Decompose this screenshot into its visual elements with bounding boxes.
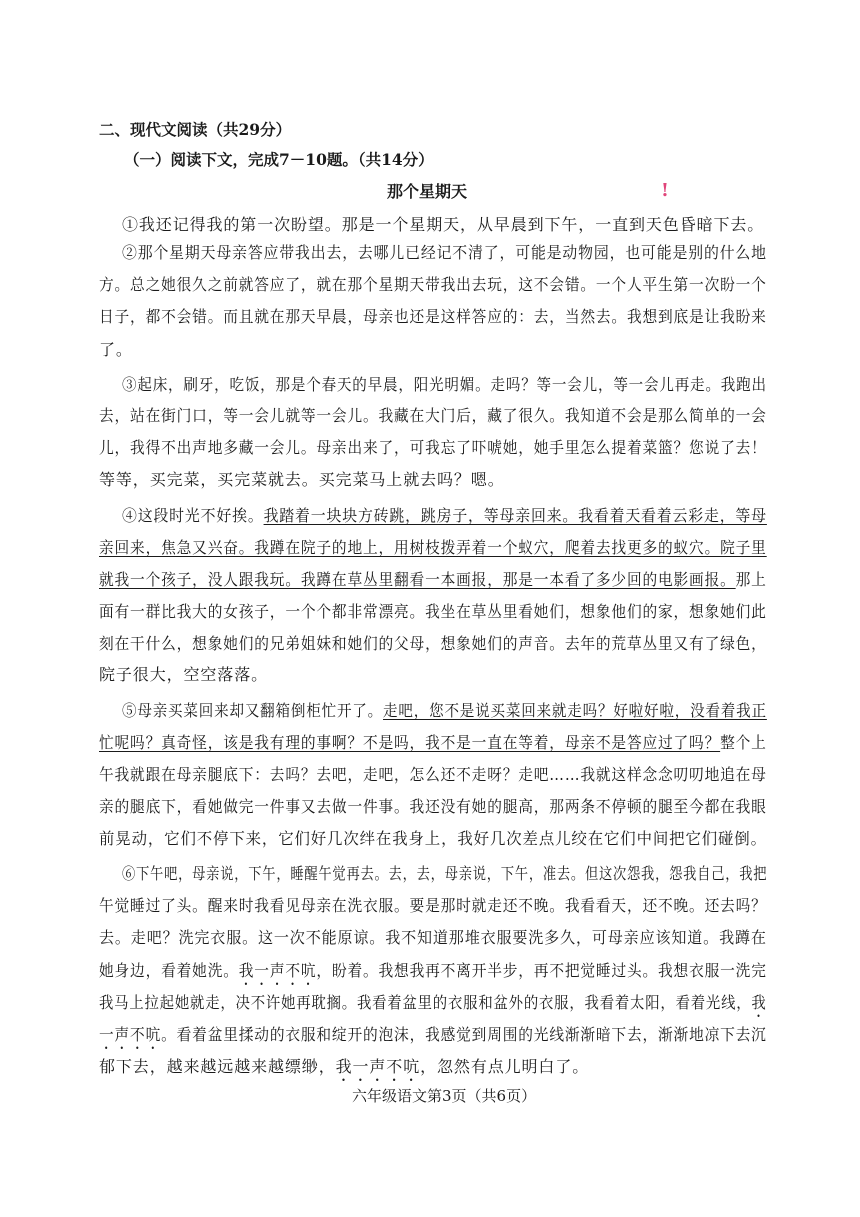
text-line [99,1022,767,1053]
page-footer: 六年级语文第3页（共6页） [352,1087,537,1105]
article-title: 那个星期天 [387,182,468,201]
text-segment: ②那个星期天母亲答应带我出去，去哪儿已经记不清了，可能是动物园，也可能是别的什么地 [122,243,767,262]
text-line [99,403,767,426]
text-segment: 方。总之她很久之前就答应了，就在那个星期天带我出去玩，这不会错。一个人平生第一次盼一个 [99,275,767,294]
text-segment: 那上 [735,570,767,589]
text-segment: 面有一群比我大的女孩子，一个个都非常漂亮。我坐在草丛里看她们，想象他们的家，想象她们此 [99,602,767,621]
text-segment: ③起床，刷牙，吃饭，那是个春天的早晨，阳光明媚。走吗？等一会儿，等一会儿再走。我跑出 [122,375,767,394]
text-segment: ，忽然有点儿明白了。 [420,1057,590,1076]
emphasis-dotted-text: 我一声不吭 [335,1057,421,1076]
text-segment: 了。 [99,340,133,359]
text-segment: 整个上 [720,733,767,752]
text-segment: 我马上拉起她就走，决不许她再耽搁。我看着盆里的衣服和盆外的衣服，我看着太阳，看着光线， [99,993,752,1012]
text-line [99,1054,589,1085]
text-line [99,893,767,916]
text-segment: 日子，都不会错。而且就在那天早晨，母亲也还是这样答应的：去，当然去。我想到底是让我盼来 [99,307,767,326]
emphasis-dotted-text: 我 [751,993,767,1012]
text-line [99,730,767,753]
text-line [99,599,767,622]
text-segment: 她身边，看着她洗。 [99,961,239,980]
underlined-text: 我踏着一块块方砖跳，跳房子，等母亲回来。我看着天看着云彩走，等母 [263,506,767,525]
text-line [99,272,767,295]
text-line [122,240,767,263]
text-line [99,958,767,989]
underlined-text: 亲回来，焦急又兴奋。我蹲在院子的地上，用树枝拨弄着一个蚁穴，爬着去找更多的蚁穴。院子里 [99,538,767,557]
text-segment: 等等，买完菜，买完菜就去。买完菜马上就去吗？嗯。 [99,470,505,489]
text-line [122,861,767,884]
text-segment: 午觉睡过了头。醒来时我看见母亲在洗衣服。要是那时就走还不晚。我看看天，还不晚。还去吗？ [99,896,767,915]
text-line [122,372,767,395]
text-segment: 。看着盆里揉动的衣服和绽开的泡沫，我感觉到周围的光线渐渐暗下去，渐渐地凉下去沉 [161,1025,767,1044]
text-segment: 去，站在街门口，等一会儿就等一会儿。我藏在大门后，藏了很久。我知道不会是那么简单的一会 [99,406,767,425]
text-line [99,826,767,849]
text-line [99,794,767,817]
text-line [99,435,767,458]
text-segment: 儿，我得不出声地多藏一会儿。母亲出来了，可我忘了吓唬她，她手里怎么提着菜篮？您说了去！ [99,438,767,457]
emphasis-dotted-text: 我一声不吭 [238,961,317,980]
text-line [99,567,767,590]
text-segment: ④这段时光不好挨。 [122,506,264,525]
text-line [122,698,767,721]
text-line [99,467,505,490]
text-line [99,925,767,948]
text-line [99,662,268,685]
text-line [99,535,767,558]
text-segment: ①我还记得我的第一次盼望。那是一个星期天，从早晨到下午，一直到天色昏暗下去。 [122,215,765,234]
text-line [99,762,767,785]
subsection-header: （一）阅读下文，完成7－10题。（共14分） [124,150,434,169]
text-segment: 去。走吧？洗完衣服。这一次不能原谅。我不知道那堆衣服要洗多久，可母亲应该知道。我蹲在 [99,928,767,947]
text-segment: 午我就跟在母亲腿底下：去吗？去吧，走吧，怎么还不走呀？走吧……我就这样念念叨叨地追在母 [99,765,767,784]
underlined-text: 走吧，您不是说买菜回来就走吗？好啦好啦，没看着我正 [383,701,767,720]
text-segment: ，盼着。我想我再不离开半步，再不把觉睡过头。我想衣服一洗完 [316,961,767,980]
underlined-text: 忙呢吗？真奇怪，该是我有理的事啊？不是吗，我不是一直在等着，母亲不是答应过了吗？ [99,733,721,752]
text-segment: 刻在干什么，想象她们的兄弟姐妹和她们的父母，想象她们的声音。去年的荒草丛里又有了绿色， [99,634,767,653]
text-line [99,990,767,1021]
underlined-text: 就我一个孩子，没人跟我玩。我蹲在草丛里翻看一本画报，那是一本看了多少回的电影画报。 [99,570,736,589]
text-segment: 亲的腿底下，看她做完一件事又去做一件事。我还没有她的腿高，那两条不停顿的腿至今都在我眼 [99,797,767,816]
text-line [99,631,767,654]
exclamation-mark-annotation: ! [661,180,669,201]
emphasis-dotted-text: 一声不吭 [99,1025,162,1044]
text-segment: ⑤母亲买菜回来却又翻箱倒柜忙开了。 [122,701,384,720]
section-header: 二、现代文阅读（共29分） [99,120,292,139]
text-line [122,212,764,235]
text-line [99,337,133,360]
text-line [99,304,767,327]
text-line [122,503,767,526]
text-segment: 郁下去，越来越远越来越缥缈， [99,1057,336,1076]
text-segment: ⑥下午吧，母亲说，下午，睡醒午觉再去。去，去，母亲说，下午，准去。但这次怨我，怨我自己，我把 [122,864,768,883]
text-segment: 院子很大，空空落落。 [99,665,269,684]
text-segment: 前晃动，它们不停下来，它们好几次绊在我身上，我好几次差点儿绞在它们中间把它们碰倒。 [99,829,767,848]
